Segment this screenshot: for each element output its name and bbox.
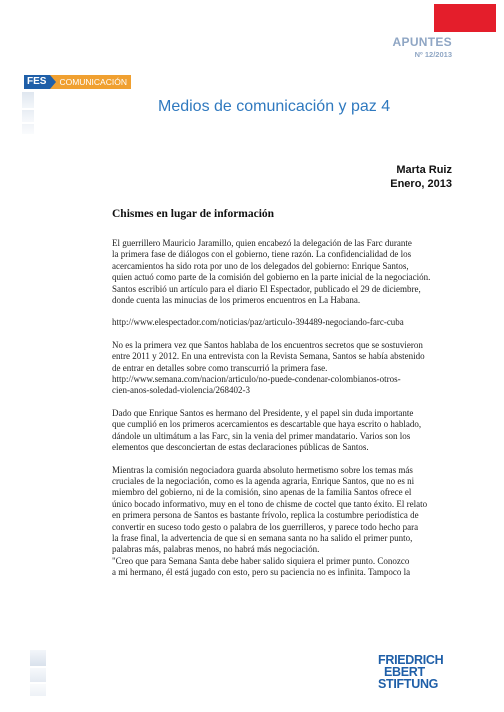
decorative-stripe xyxy=(30,684,46,696)
paragraph-line: convertir en suceso todo gesto o palabra de los guerrilleros, y parece todo hecho para xyxy=(112,521,419,532)
decorative-stripe xyxy=(22,124,34,134)
paragraph-line: elementos que desconciertan de estas declaraciones públicas de Santos. xyxy=(112,442,369,453)
article-body xyxy=(112,238,444,590)
paragraph-line: palabras más, palabras menos, no habrá más negociación. xyxy=(112,544,320,555)
fes-badge-label: FES xyxy=(24,75,50,89)
decorative-stripe xyxy=(22,110,34,122)
header-red-block xyxy=(434,4,496,32)
paragraph-line: Dado que Enrique Santos es hermano del Presidente, y el papel sin duda importante xyxy=(112,407,414,418)
paragraph-line: cruciales de la negociación, como es la agenda agraria, Enrique Santos, que no es ni xyxy=(112,475,415,486)
paragraph-line: "Creo que para Semana Santa debe haber salido siquiera el primer punto. Conozco xyxy=(112,555,410,566)
paragraph-line: miembro del gobierno, ni de la comisión, sino apenas de la familia Santos ofrece el xyxy=(112,487,412,498)
paragraph-line: entre 2011 y 2012. En una entrevista con la Revista Semana, Santos se había abstenido xyxy=(112,351,425,362)
decorative-stripe xyxy=(22,92,34,108)
paragraph-line: la primera fase de diálogos con el gobierno, tiene razón. La confidencialidad de los xyxy=(112,249,412,260)
paragraph-line: quien actuó como parte de la comisión del gobierno en la parte inicial de la negociación. xyxy=(112,272,431,283)
issue-number: Nº 12/2013 xyxy=(414,50,452,59)
paragraph xyxy=(112,317,444,328)
author-name: Marta Ruiz xyxy=(396,164,452,176)
fes-communication-badge xyxy=(24,75,131,89)
paragraph-line: en primera persona de Santos es bastante frívolo, replica la costumbre periodística de xyxy=(112,510,419,521)
paragraph-line: http://www.elespectador.com/noticias/paz/articulo-394489-negociando-farc-cuba xyxy=(112,317,404,328)
logo-line: FRIEDRICH xyxy=(378,653,444,667)
paragraph-line: dándole un ultimátum a las Farc, sin la venia del primer mandatario. Varios son los xyxy=(112,430,411,441)
logo-line: EBERT xyxy=(384,665,425,679)
decorative-stripe xyxy=(30,650,46,666)
badge-unit-label: COMUNICACIÓN xyxy=(56,75,131,89)
paragraph-line: El guerrillero Mauricio Jaramillo, quien encabezó la delegación de las Farc durante xyxy=(112,238,412,248)
paragraph xyxy=(112,465,444,579)
fes-logo xyxy=(378,654,443,690)
paragraph-line: que cumplió en los primeros acercamientos es descartable que haya escrito o hablado, xyxy=(112,419,422,430)
paragraph-line: Mientras la comisión negociadora guarda absoluto hermetismo sobre los temas más xyxy=(112,464,413,475)
paragraph-line: acercamientos ha sido rota por uno de los delegados del gobierno: Enrique Santos, xyxy=(112,260,409,271)
publication-date: Enero, 2013 xyxy=(390,178,452,190)
section-heading: Chismes en lugar de información xyxy=(112,208,275,220)
paragraph xyxy=(112,340,444,397)
paragraph xyxy=(112,238,444,306)
paragraph-line: cien-anos-soledad-violencia/268402-3 xyxy=(112,385,250,396)
logo-line: STIFTUNG xyxy=(378,677,439,691)
paragraph-line: a mi hermano, él está jugado con esto, pero su paciencia no es infinita. Tampoco la xyxy=(112,567,411,578)
paragraph-line: http://www.semana.com/nacion/articulo/no-puede-condenar-colombianos-otros- xyxy=(112,374,401,385)
paragraph-line: Santos escribió un artículo para el diario El Espectador, publicado el 29 de diciembre, xyxy=(112,283,421,294)
paragraph-line: la frase final, la advertencia de que si en semana santa no ha salido el primer punto, xyxy=(112,532,413,543)
paragraph-line: donde cuenta las minucias de los primeros encuentros en La Habana. xyxy=(112,295,361,306)
paragraph xyxy=(112,408,444,454)
series-label: APUNTES xyxy=(392,35,452,49)
document-title: Medios de comunicación y paz 4 xyxy=(158,98,391,115)
paragraph-line: único bocado informativo, muy en el tono de chisme de coctel que tanto éxito. El relato xyxy=(112,498,428,509)
paragraph-line: de entrar en detalles sobre como transcurrió la primera fase. xyxy=(112,362,328,373)
paragraph-line: No es la primera vez que Santos hablaba de los encuentros secretos que se sostuvieron xyxy=(112,339,423,350)
decorative-stripe xyxy=(30,668,46,682)
